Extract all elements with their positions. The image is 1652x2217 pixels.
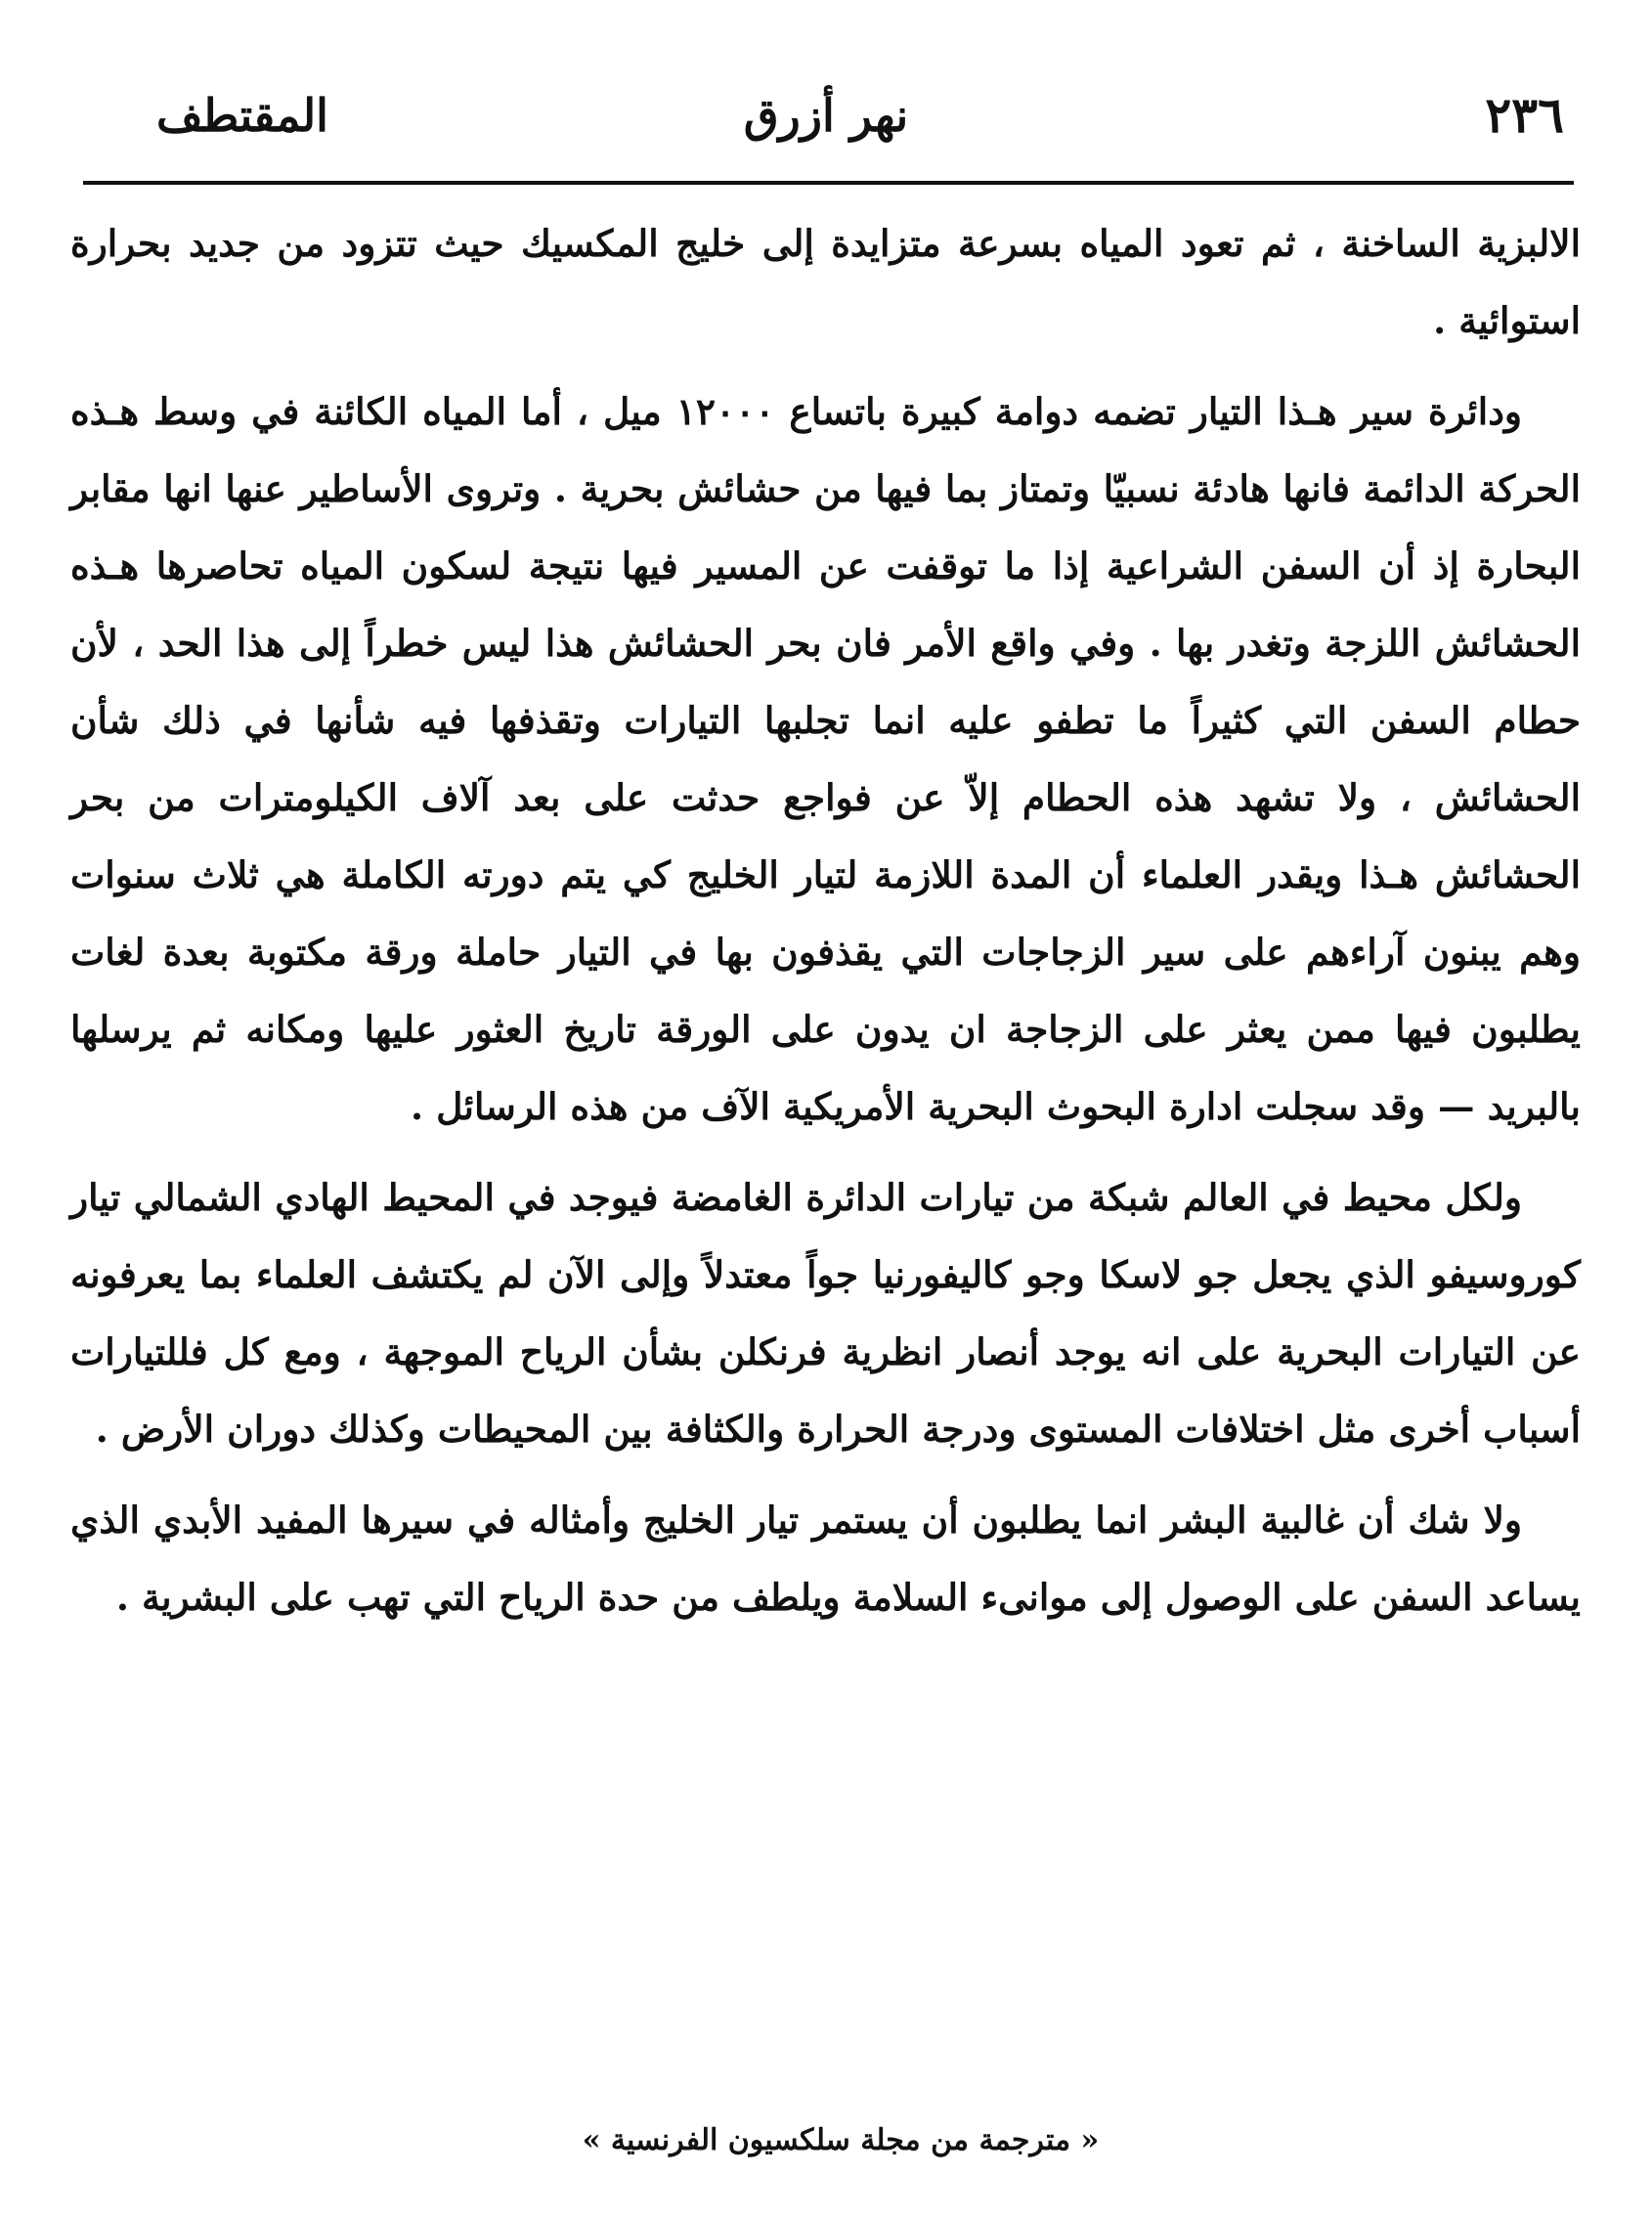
article-title: نهر أزرق (743, 89, 909, 142)
article-body (70, 205, 1581, 1650)
header-divider (83, 181, 1574, 185)
paragraph-1: الالبزية الساخنة ، ثم تعود المياه بسرعة متزايدة إلى خليج المكسيك حيث تتزود من جديد بحرارة استوائية . (70, 222, 1581, 342)
paragraph-4: ولا شك أن غالبية البشر انما يطلبون أن يستمر تيار الخليج وأمثاله في سيرها المفيد الأبدي الذي يساعد السفن على الوصول إلى موانىء السلامة ويلطف من حدة الرياح التي تهب على البشرية . (70, 1499, 1581, 1619)
paragraph-3: ولكل محيط في العالم شبكة من تيارات الدائرة الغامضة فيوجد في المحيط الهادي الشمالي تيار كوروسيفو الذي يجعل جو لاسكا وجو كاليفورنيا جواً معتدلاً وإلى الآن لم يكتشف العلماء بما يعرفونه عن التيارات البحرية على انه يوجد أنصار انظرية فرنكلن بشأن الرياح الموجهة ، ومع كل فللتيارات أسباب أخرى مثل اختلافات المستوى ودرجة الحرارة والكثافة بين المحيطات وكذلك دوران الأرض . (70, 1176, 1581, 1451)
journal-name: المقتطف (156, 89, 328, 142)
source-footnote: « مترجمة من مجلة سلكسيون الفرنسية » (582, 2123, 1100, 2157)
page-number: ٢٣٦ (1485, 86, 1564, 144)
paragraph-2: ودائرة سير هـذا التيار تضمه دوامة كبيرة باتساع ١٢٠٠٠ ميل ، أما المياه الكائنة في وسط هـذه الحركة الدائمة فانها هادئة نسبيّا وتمتاز بما فيها من حشائش بحرية . وتروى الأساطير عنها انها مقابر البحارة إذ أن السفن الشراعية إذا ما توقفت عن المسير فيها نتيجة لسكون المياه تحاصرها هـذه الحشائش اللزجة وتغدر بها . وفي واقع الأمر فان بحر الحشائش هذا ليس خطراً إلى هذا الحد ، لأن حطام السفن التي كثيراً ما تطفو عليه انما تجلبها التيارات وتقذفها فيه شأنها في ذلك شأن الحشائش ، ولا تشهد هذه الحطام إلاّ عن فواجع حدثت على بعد آلاف الكيلومترات من بحر الحشائش هـذا ويقدر العلماء أن المدة اللازمة لتيار الخليج كي يتم دورته الكاملة هي ثلاث سنوات وهم يبنون آراءهم على سير الزجاجات التي يقذفون بها في التيار حاملة ورقة مكتوبة بعدة لغات يطلبون فيها ممن يعثر على الزجاجة ان يدون على الورقة تاريخ العثور عليها ومكانه ثم يرسلها بالبريد — وقد سجلت ادارة البحوث البحرية الأمريكية الآف من هذه الرسائل . (70, 390, 1581, 1128)
page-header (88, 76, 1564, 154)
